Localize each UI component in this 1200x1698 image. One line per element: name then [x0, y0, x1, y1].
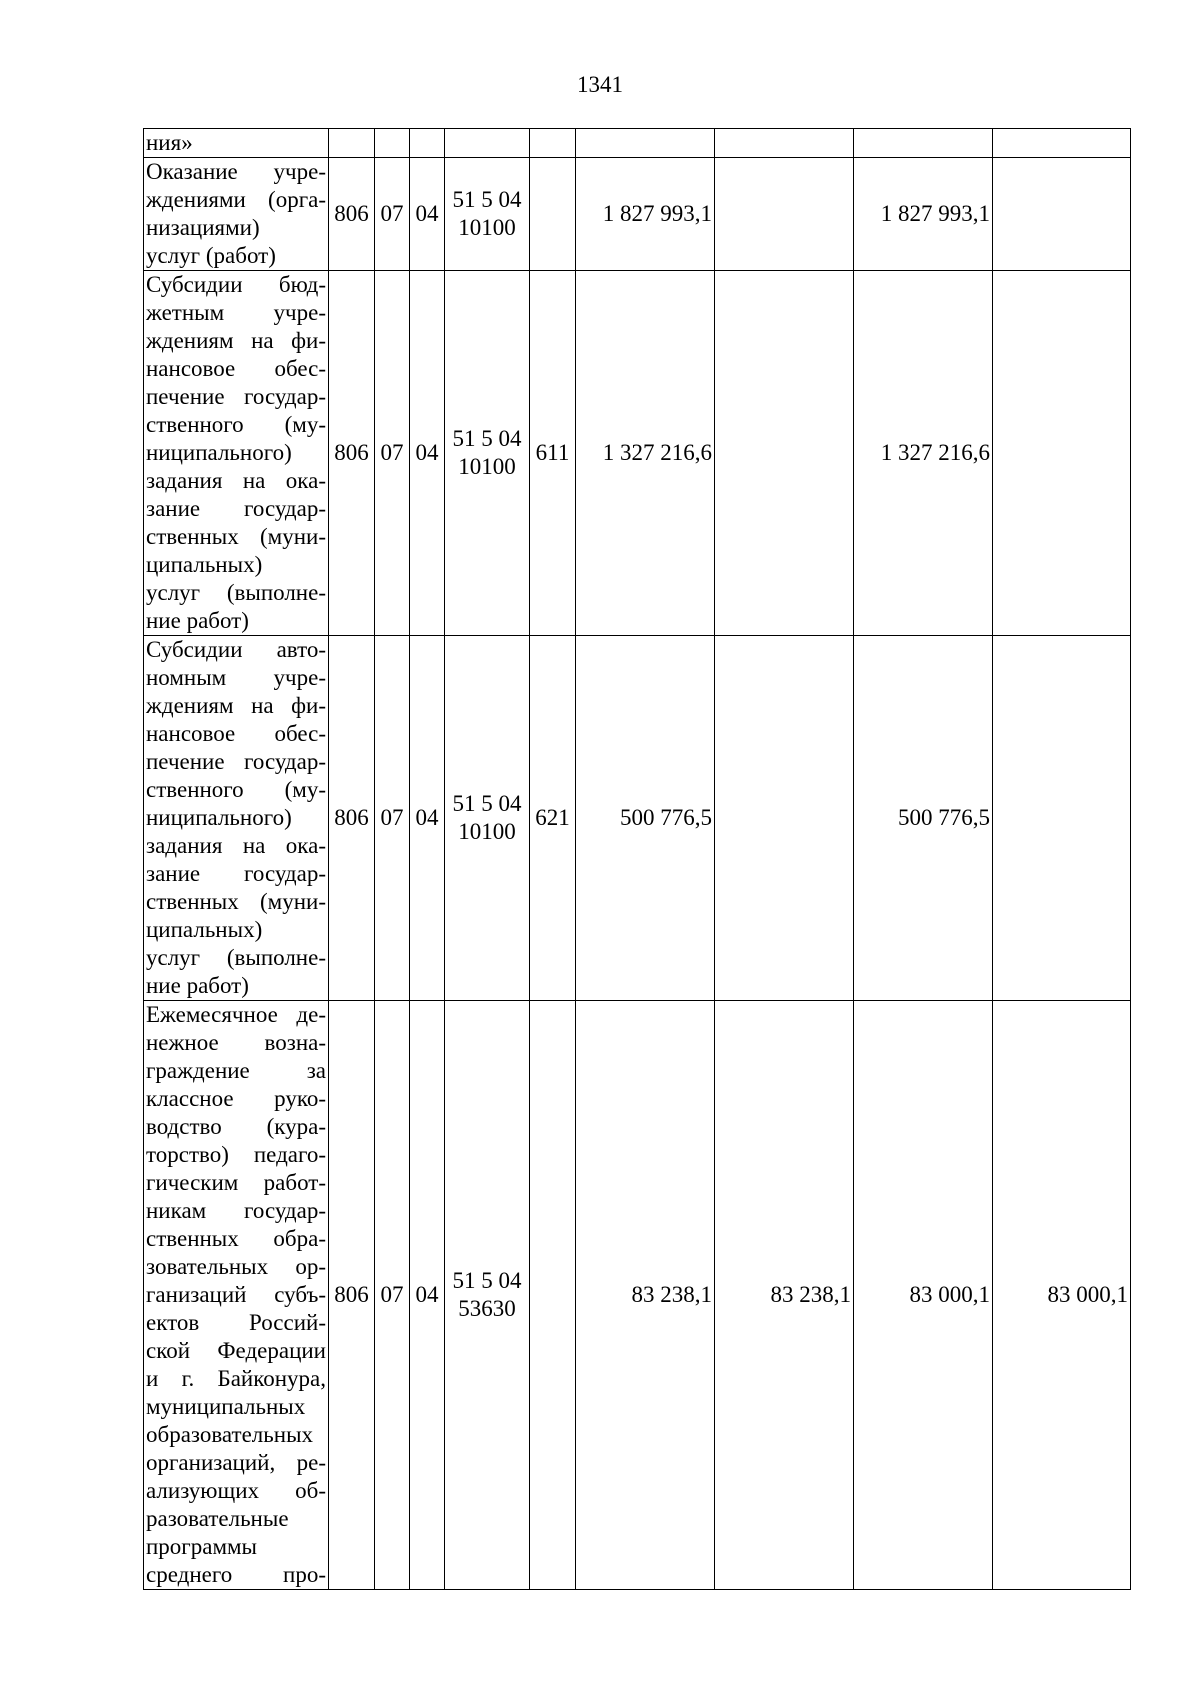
target-article-part: 10100 — [458, 215, 516, 240]
description-line: ственных (муни- — [146, 889, 326, 914]
subsection-code: 04 — [410, 1001, 445, 1590]
amount-year-2-federal — [993, 636, 1131, 1001]
ved-code: 806 — [329, 1001, 375, 1590]
description-line: водство (кура- — [146, 1114, 326, 1139]
amount-year-1 — [576, 129, 715, 158]
ved-code: 806 — [329, 158, 375, 271]
section-code: 07 — [375, 1001, 410, 1590]
amount-year-2: 83 000,1 — [854, 1001, 993, 1590]
section-code: 07 — [375, 636, 410, 1001]
description-line: печение государ- — [146, 384, 326, 409]
description-line: низациями) — [146, 215, 260, 240]
description-line: услуг (выполне- — [146, 580, 326, 605]
page-number: 1341 — [577, 72, 623, 97]
description-line: задания на ока- — [146, 468, 326, 493]
description-line: граждение за — [146, 1058, 326, 1083]
section-code: 07 — [375, 271, 410, 636]
target-article-part: 10100 — [458, 454, 516, 479]
amount-year-1: 500 776,5 — [576, 636, 715, 1001]
description-line: нежное возна- — [146, 1030, 326, 1055]
description-line: классное руко- — [146, 1086, 326, 1111]
target-article-code — [445, 129, 530, 158]
target-article-part: 51 5 04 — [452, 187, 522, 212]
table-row — [144, 636, 1131, 1001]
description-line: ждениям на фи- — [146, 328, 326, 353]
amount-year-2: 500 776,5 — [854, 636, 993, 1001]
amount-year-1-federal — [715, 158, 854, 271]
description-line: ственных обра- — [146, 1226, 326, 1251]
amount-year-2: 1 327 216,6 — [854, 271, 993, 636]
description-line: услуг (работ) — [146, 243, 276, 268]
section-code: 07 — [375, 158, 410, 271]
subsection-code: 04 — [410, 158, 445, 271]
target-article-part: 51 5 04 — [452, 1268, 522, 1293]
amount-year-2 — [854, 129, 993, 158]
subsection-code: 04 — [410, 636, 445, 1001]
description-line: ганизаций субъ- — [146, 1282, 326, 1307]
description-line: жетным учре- — [146, 300, 326, 325]
row-description — [144, 636, 329, 1001]
amount-year-2-federal — [993, 271, 1131, 636]
description-line: Ежемесячное де- — [146, 1002, 326, 1027]
description-line: Оказание учре- — [146, 159, 326, 184]
description-line: среднего про- — [146, 1562, 326, 1587]
description-line: зание государ- — [146, 496, 326, 521]
table-row — [144, 271, 1131, 636]
amount-year-1: 83 238,1 — [576, 1001, 715, 1590]
table-row — [144, 129, 1131, 158]
expense-type-code: 611 — [530, 271, 576, 636]
description-line: ской Федерации — [146, 1338, 326, 1363]
table-row — [144, 1001, 1131, 1590]
description-line: номным учре- — [146, 665, 326, 690]
description-line: ципальных) — [146, 552, 263, 577]
amount-year-2-federal — [993, 158, 1131, 271]
target-article-part: 53630 — [458, 1296, 516, 1321]
amount-year-2-federal: 83 000,1 — [993, 1001, 1131, 1590]
description-line: образовательных — [146, 1422, 314, 1447]
description-line: ждениями (орга- — [146, 187, 326, 212]
ved-code: 806 — [329, 636, 375, 1001]
amount-year-2: 1 827 993,1 — [854, 158, 993, 271]
subsection-code — [410, 129, 445, 158]
row-description — [144, 1001, 329, 1590]
row-description — [144, 271, 329, 636]
description-line: Субсидии бюд- — [146, 272, 326, 297]
expense-type-code — [530, 129, 576, 158]
target-article-code — [445, 158, 530, 271]
ved-code: 806 — [329, 271, 375, 636]
amount-year-1: 1 827 993,1 — [576, 158, 715, 271]
description-line: ализующих об- — [146, 1478, 326, 1503]
description-line: ние работ) — [146, 608, 249, 633]
target-article-code — [445, 1001, 530, 1590]
ved-code — [329, 129, 375, 158]
description-line: ния» — [146, 130, 193, 155]
budget-table — [143, 128, 1131, 1590]
description-line: услуг (выполне- — [146, 945, 326, 970]
expense-type-code: 621 — [530, 636, 576, 1001]
description-line: и г. Байконура, — [146, 1366, 326, 1391]
section-code — [375, 129, 410, 158]
description-line: печение государ- — [146, 749, 326, 774]
amount-year-1-federal: 83 238,1 — [715, 1001, 854, 1590]
description-line: Субсидии авто- — [146, 637, 326, 662]
description-line: нансовое обес- — [146, 721, 326, 746]
description-line: ственного (му- — [146, 777, 326, 802]
description-line: ниципального) — [146, 805, 292, 830]
target-article-part: 51 5 04 — [452, 426, 522, 451]
description-line: ципальных) — [146, 917, 263, 942]
description-line: муниципальных — [146, 1394, 306, 1419]
description-line: ниципального) — [146, 440, 292, 465]
table-body — [144, 129, 1131, 1590]
description-line: ние работ) — [146, 973, 249, 998]
expense-type-code — [530, 158, 576, 271]
description-line: программы — [146, 1534, 258, 1559]
description-line: зание государ- — [146, 861, 326, 886]
table-row — [144, 158, 1131, 271]
description-line: гическим работ- — [146, 1170, 326, 1195]
amount-year-1-federal — [715, 271, 854, 636]
description-line: торство) педаго- — [146, 1142, 326, 1167]
row-description — [144, 129, 329, 158]
description-line: разовательные — [146, 1506, 289, 1531]
target-article-code — [445, 271, 530, 636]
description-line: ждениям на фи- — [146, 693, 326, 718]
expense-type-code — [530, 1001, 576, 1590]
description-line: ственного (му- — [146, 412, 326, 437]
description-line: задания на ока- — [146, 833, 326, 858]
amount-year-1-federal — [715, 636, 854, 1001]
description-line: организаций, ре- — [146, 1450, 326, 1475]
target-article-part: 10100 — [458, 819, 516, 844]
description-line: зовательных ор- — [146, 1254, 326, 1279]
subsection-code: 04 — [410, 271, 445, 636]
target-article-part: 51 5 04 — [452, 791, 522, 816]
description-line: ектов Россий- — [146, 1310, 326, 1335]
description-line: ственных (муни- — [146, 524, 326, 549]
row-description — [144, 158, 329, 271]
description-line: нансовое обес- — [146, 356, 326, 381]
target-article-code — [445, 636, 530, 1001]
description-line: никам государ- — [146, 1198, 326, 1223]
amount-year-1-federal — [715, 129, 854, 158]
amount-year-1: 1 327 216,6 — [576, 271, 715, 636]
amount-year-2-federal — [993, 129, 1131, 158]
